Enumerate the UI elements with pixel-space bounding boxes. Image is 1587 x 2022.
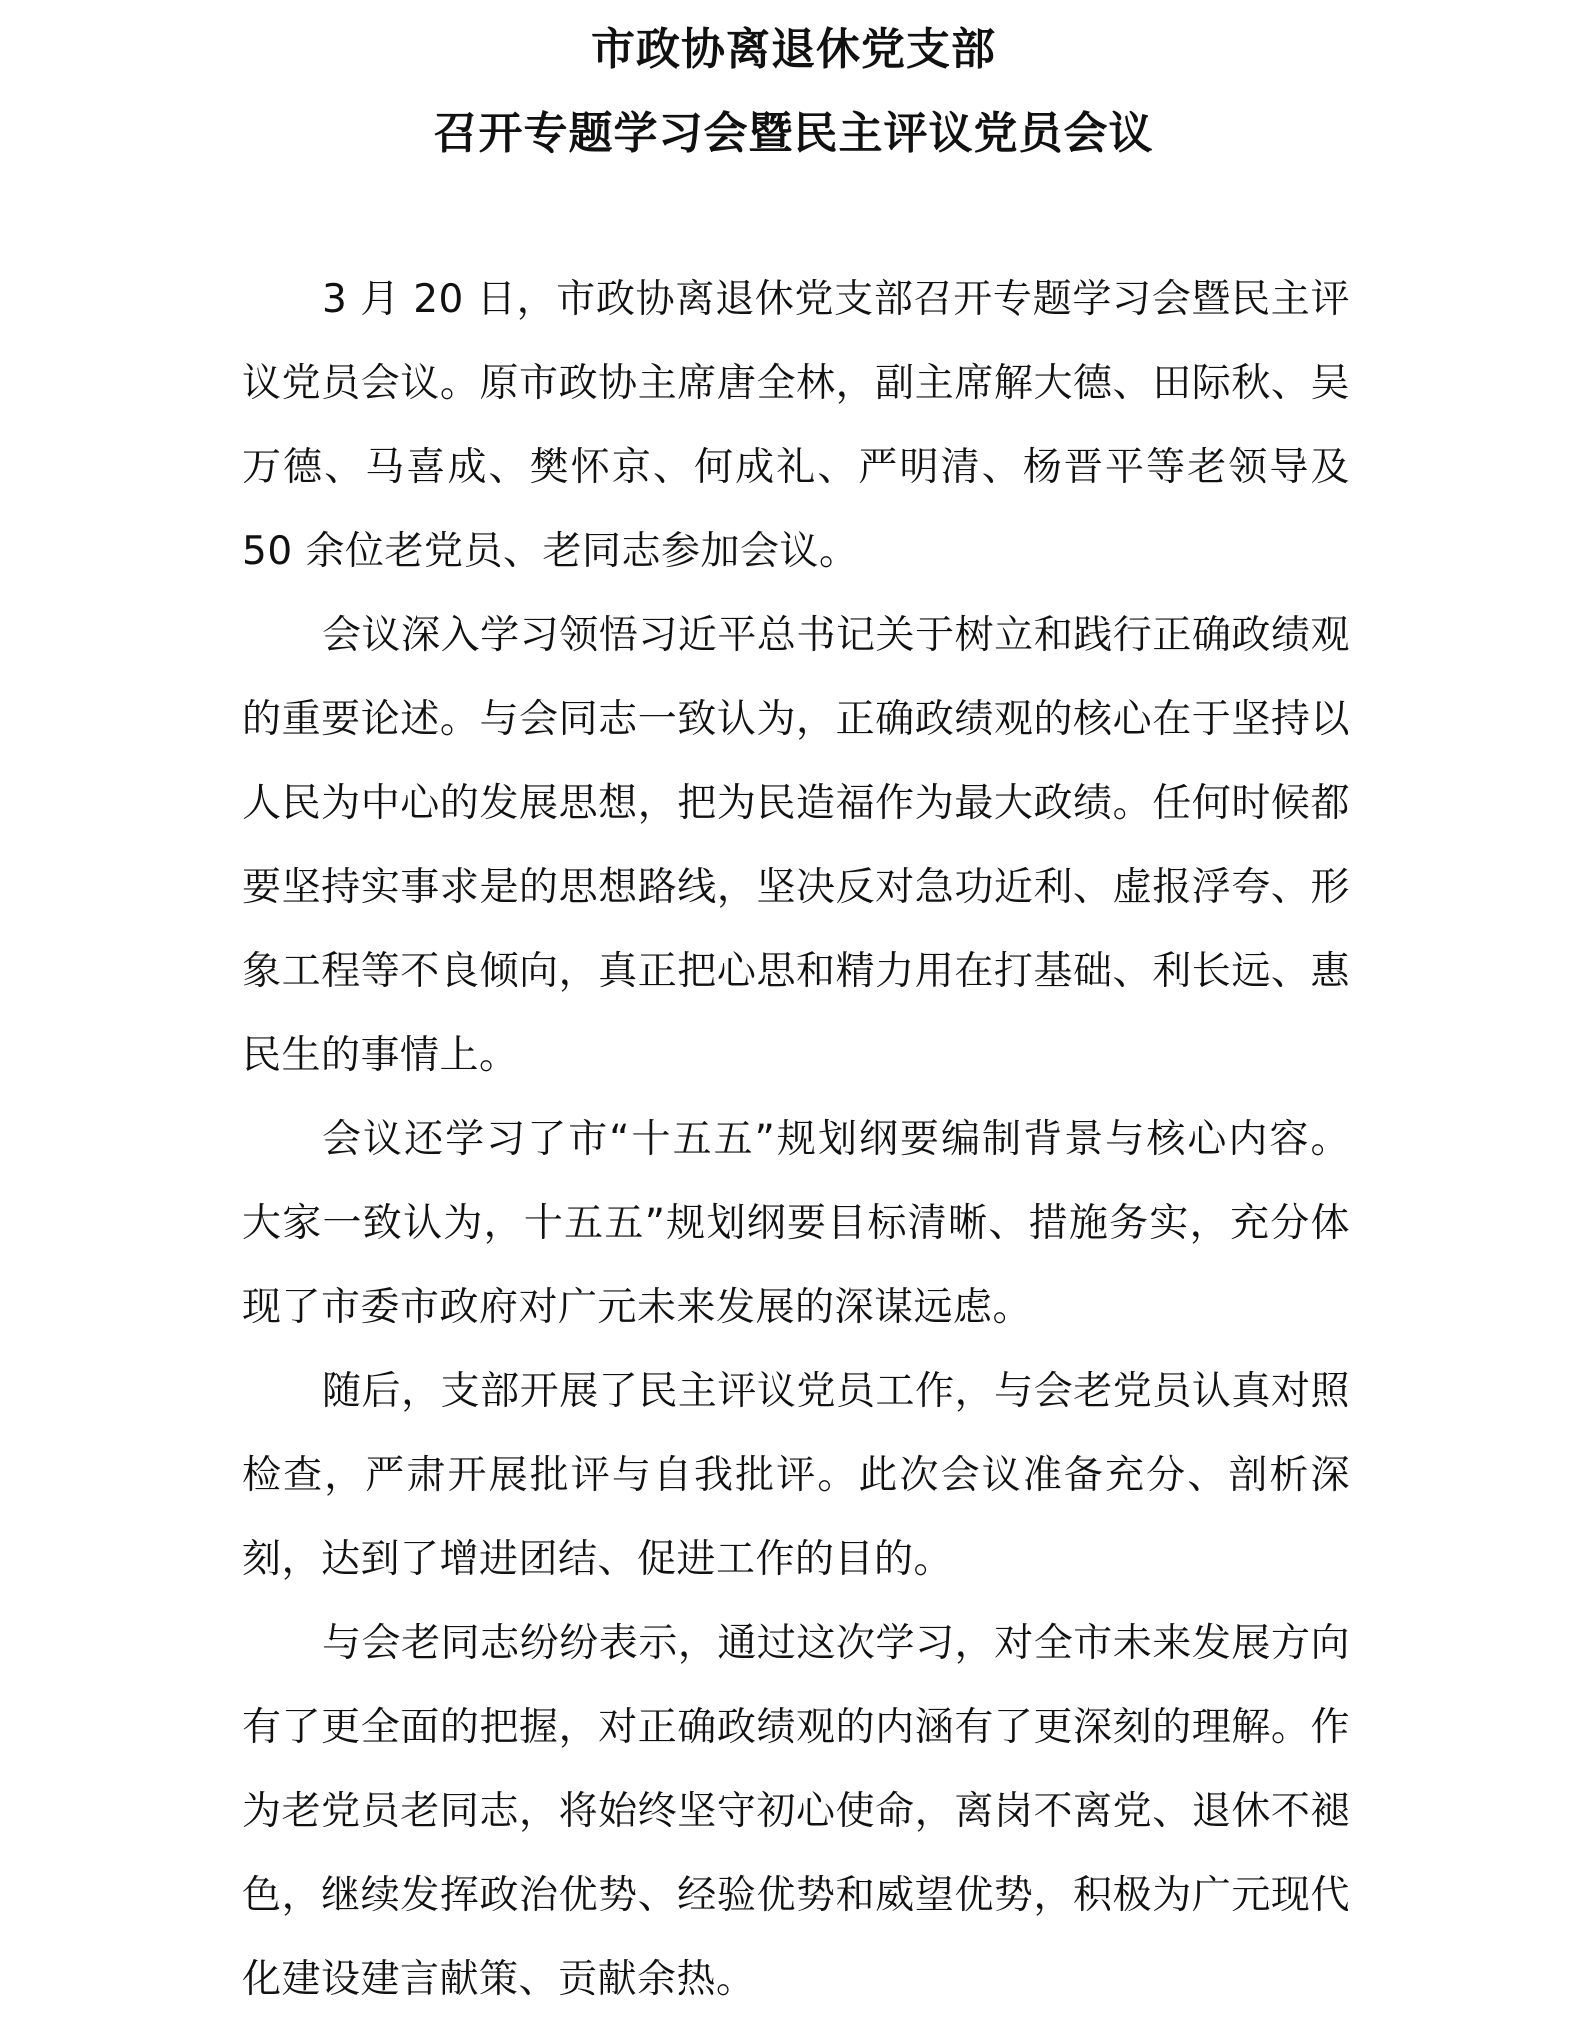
paragraph-3: 会议还学习了市“十五五”规划纲要编制背景与核心内容。大家一致认为，十五五”规划纲要目标清晰、措施务实，充分体现了市委市政府对广元未来发展的深谋远虑。 bbox=[242, 1117, 1350, 1330]
paragraph-2: 会议深入学习领悟习近平总书记关于树立和践行正确政绩观的重要论述。与会同志一致认为，正确政绩观的核心在于坚持以人民为中心的发展思想，把为民造福作为最大政绩。任何时候都要坚持实事求是的思想路线，坚决反对急功近利、虚报浮夸、形象工程等不良倾向，真正把心思和精力用在打基础、利长远、惠民生的事情上。 bbox=[242, 613, 1350, 1078]
title-line-2: 召开专题学习会暨民主评议党员会议 bbox=[433, 108, 1154, 159]
paragraph-4: 随后，支部开展了民主评议党员工作，与会老党员认真对照检查，严肃开展批评与自我批评。此次会议准备充分、剖析深刻，达到了增进团结、促进工作的目的。 bbox=[242, 1369, 1350, 1582]
article-body bbox=[242, 258, 1350, 2022]
document-title bbox=[0, 8, 1587, 176]
paragraph-5: 与会老同志纷纷表示，通过这次学习，对全市未来发展方向有了更全面的把握，对正确政绩观的内涵有了更深刻的理解。作为老党员老同志，将始终坚守初心使命，离岗不离党、退休不褪色，继续发挥政治优势、经验优势和威望优势，积极为广元现代化建设建言献策、贡献余热。 bbox=[242, 1621, 1350, 2002]
title-line-1: 市政协离退休党支部 bbox=[591, 24, 996, 75]
paragraph-1: 3 月 20 日，市政协离退休党支部召开专题学习会暨民主评议党员会议。原市政协主席唐全林，副主席解大德、田际秋、吴万德、马喜成、樊怀京、何成礼、严明清、杨晋平等老领导及 50 余位老党员、老同志参加会议。 bbox=[242, 277, 1350, 574]
